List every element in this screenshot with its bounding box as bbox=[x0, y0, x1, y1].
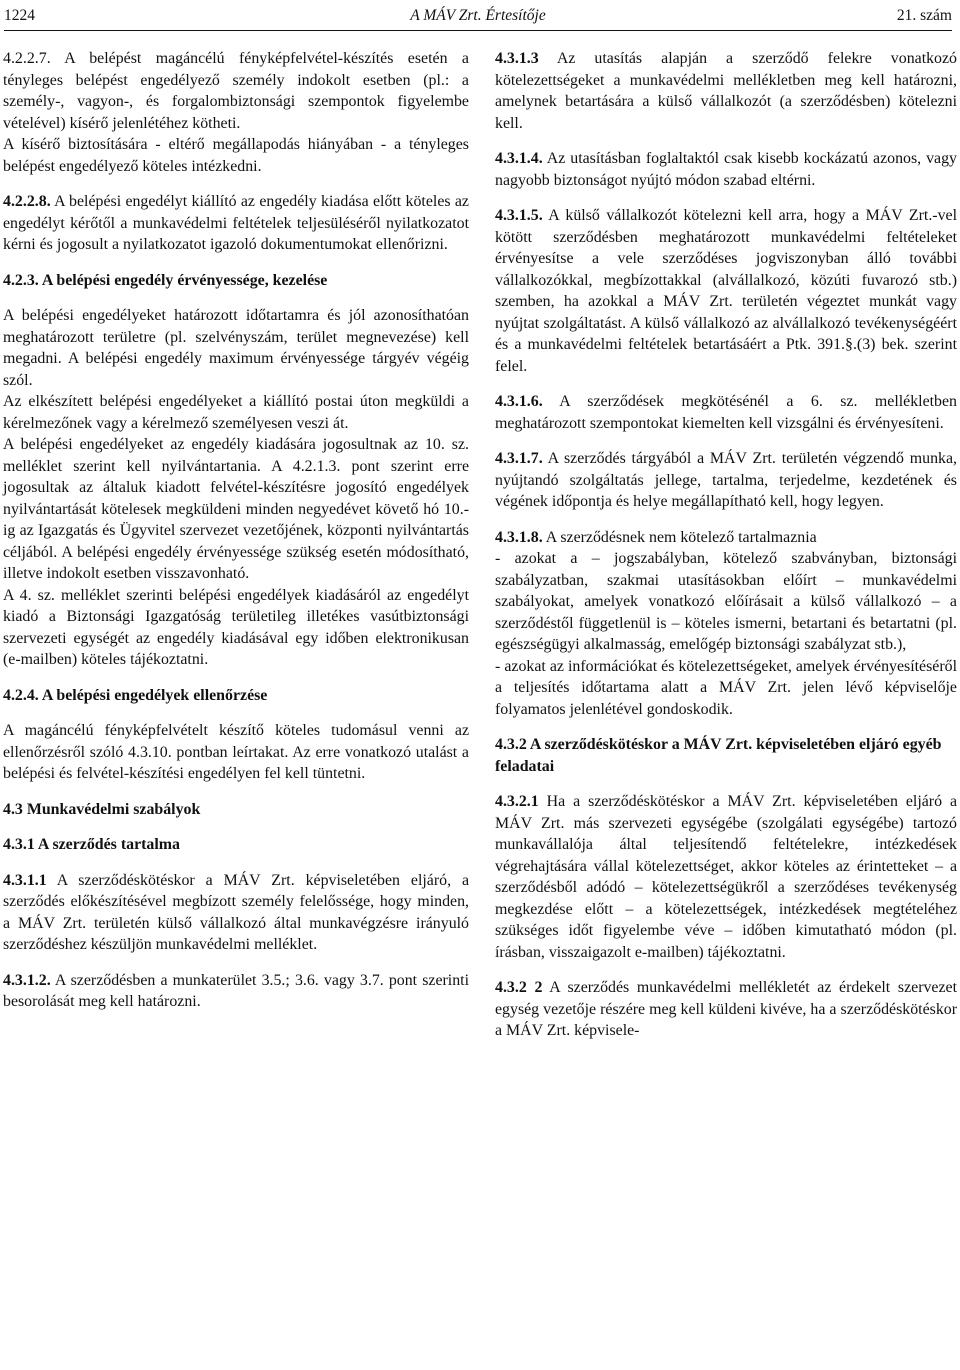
page-header bbox=[4, 6, 952, 28]
paragraph-4-3-1-2 bbox=[3, 970, 469, 1013]
paragraph-4-3-1-7 bbox=[495, 448, 957, 513]
paragraph-4-3-1-4 bbox=[495, 148, 957, 191]
journal-title: A MÁV Zrt. Értesítője bbox=[410, 7, 546, 24]
page-number: 1224 bbox=[4, 7, 35, 24]
paragraph-text: A szerződéskötéskor a MÁV Zrt. képviseletében eljáró, a szerződés előkészítésével megbízott személy felelőssége, hogy minden, a MÁV Zrt. területén külső vállalkozó által munkavégzésre irányuló szerződéshez készüljön munkavédelmi melléklet. bbox=[3, 871, 469, 953]
section-number: 4.3.1.1 bbox=[3, 871, 47, 889]
section-number: 4.3.1.5. bbox=[495, 207, 543, 224]
section-number: 4.3.1.4. bbox=[495, 150, 543, 167]
paragraph-text: A külső vállalkozót kötelezni kell arra, hogy a MÁV Zrt.-vel kötött szerződésben meghatározott munkavédelmi feltételeket érvényesítse a vele szerződéses jogviszonyban álló további vállalkozókkal, megbízottakkal (alvállalkozó, közúti fuvarozó stb.) szemben, ha azokkal a MÁV Zrt. területén végeztet munkát vagy nyújtat szolgáltatást. A külső vállalkozó az alvállalkozó tevékenységéért és a munkavédelmi feltételek betartásáért a Ptk. 391.§.(3) bek. szerint felel. bbox=[495, 207, 957, 375]
paragraph-4-3-1-6 bbox=[495, 391, 957, 434]
paragraph-4-3-1-3 bbox=[495, 48, 957, 134]
heading-4-2-4: 4.2.4. A belépési engedélyek ellenőrzése bbox=[3, 686, 268, 704]
paragraph-4-3-1-8 bbox=[495, 527, 957, 549]
section-number: 4.3.1.8. bbox=[495, 528, 543, 546]
paragraph-text: A szerződés tárgyából a MÁV Zrt. területén végzendő munka, nyújtandó szolgáltatás jellege, tartalma, terjedelme, kezdetének és végének időpontja és helye megállapítható kell, hogy legyen. bbox=[495, 450, 957, 510]
left-column bbox=[3, 48, 469, 1027]
heading-4-3-1: 4.3.1 A szerződés tartalma bbox=[3, 836, 180, 853]
paragraph-text: A szerződések megkötésénél a 6. sz. mellékletben meghatározott szempontokat kiemelten kell vizsgálni és érvényesíteni. bbox=[495, 393, 957, 432]
list-item-information: - azokat az információkat és kötelezettségeket, amelyek érvényesítéséről a teljesítés időtartama alatt a MÁV Zrt. jelen lévő képviselője folyamatos jelenlétével gondoskodik. bbox=[495, 657, 957, 718]
list-item-regulations: - azokat a – jogszabályban, kötelező szabványban, biztonsági szabályzatban, szakmai utasításokban előírt – munkavédelmi szabályokat, amelyek vonatkozó előírásait a külső vállalkozó – a szerződéstől függetlenül is – köteles ismerni, betartani és betartatni (pl. egészségügyi alkalmasság, emelőgép biztonsági szabályzat stb.), bbox=[495, 550, 957, 653]
paragraph-notification: A 4. sz. melléklet szerinti belépési engedélyek kiadásáról az engedélyt kiadó a Biztonsági Igazgatóság területileg illetékes vasútbiztonsági szervezeti egységét az engedély kiadásával egy időben elektronikusan (e-mailben) köteles tájékoztatni. bbox=[3, 586, 469, 668]
section-number: 4.3.1.2. bbox=[3, 971, 51, 989]
paragraph-escort: A kísérő biztosítására - eltérő megállapodás hiányában - a tényleges belépést engedélyező köteles intézkedni. bbox=[3, 136, 469, 175]
paragraph-text: Az utasításban foglaltaktól csak kisebb kockázatú azonos, vagy nagyobb biztonságot nyújtó módon szabad eltérni. bbox=[495, 150, 957, 189]
paragraph-4-3-2-1 bbox=[495, 791, 957, 963]
section-number: 4.3.2.1 bbox=[495, 793, 539, 810]
paragraph-text: A szerződésnek nem kötelező tartalmaznia bbox=[542, 528, 817, 546]
section-number: 4.3.1.6. bbox=[495, 393, 543, 410]
paragraph-inspection: A magáncélú fényképfelvételt készítő köteles tudomásul venni az ellenőrzésről szóló 4.3.10. pontban leírtakat. Az erre vonatkozó utalást a belépési és felvétel-készítési engedélyen fel kell tüntetni. bbox=[3, 722, 469, 782]
section-number: 4.3.1.3 bbox=[495, 50, 539, 67]
right-column bbox=[495, 48, 957, 1056]
paragraph-4-2-2-7: 4.2.2.7. A belépést magáncélú fényképfelvétel-készítés esetén a tényleges belépést engedélyező személy indokolt esetben (pl.: a személy-, vagyon-, és forgalombiztonsági szempontok figyelembe vételével) kísérő jelenlétéhez kötheti. bbox=[3, 50, 469, 132]
paragraph-text: A szerződés munkavédelmi mellékletét az érdekelt szervezet egység vezetője részére meg kell küldeni kivéve, ha a szerződéskötéskor a MÁV Zrt. képvisele- bbox=[495, 979, 957, 1039]
heading-4-3-2: 4.3.2 A szerződéskötéskor a MÁV Zrt. képviseletében eljáró egyéb feladatai bbox=[495, 736, 942, 775]
paragraph-4-3-2-2 bbox=[495, 977, 957, 1042]
section-number: 4.3.1.7. bbox=[495, 450, 543, 467]
section-number: 4.2.2.8. bbox=[3, 193, 51, 210]
paragraph-text: Az utasítás alapján a szerződő felekre vonatkozó kötelezettségeket a munkavédelmi mellékletben meg kell határozni, amelynek betartására a külső vállalkozót (a szerződésben) kötelezni kell. bbox=[495, 50, 957, 132]
header-rule bbox=[4, 30, 952, 31]
paragraph-text: A szerződésben a munkaterület 3.5.; 3.6. vagy 3.7. pont szerinti besorolását meg kell határozni. bbox=[3, 971, 469, 1010]
paragraph-4-3-1-1 bbox=[3, 870, 469, 956]
paragraph-registry: A belépési engedélyeket az engedély kiadására jogosultnak az 10. sz. melléklet szerint kell nyilvántartania. A 4.2.1.3. pont szerint erre jogosultak az általuk kiadott felvétel-készítésre jogosító engedélyek nyilvántartását kötelesek megküldeni minden negyedévet követő hó 10.-ig az Igazgatás és Ügyvitel szervezet vezetőjének, központi nyilvántartás céljából. A belépési engedély érvényessége szükség esetén módosítható, illetve indokolt esetben visszavonható. bbox=[3, 436, 469, 582]
paragraph-text: Ha a szerződéskötéskor a MÁV Zrt. képviseletében eljáró a MÁV Zrt. más szervezeti egységébe (szolgálati egységébe) tartozó munkavállalója által teljesítendő feltételekre, intézkedések végrehajtására vállal kötelezettséget, akkor köteles az érintetteket – a szerződésből adódó – kötelezettségükről a szerződéses tevékenység megkezdése előtt – a kötelezettségek, intézkedések megtételéhez szükséges időt figyelembe véve – időben kimutatható módon (pl. írásban, visszaigazolt e-mailben) tájékoztatni. bbox=[495, 793, 957, 961]
paragraph-4-2-2-8 bbox=[3, 191, 469, 256]
paragraph-text: A belépési engedélyt kiállító az engedély kiadása előtt köteles az engedélyt kérőtől a munkavédelmi feltételek teljesüléséről nyilatkozatot kérni és jogosult a nyilatkozatot igazoló dokumentumokat ellenőrizni. bbox=[3, 193, 469, 253]
paragraph-4-3-1-5 bbox=[495, 205, 957, 377]
paragraph-delivery: Az elkészített belépési engedélyeket a kiállító postai úton megküldi a kérelmezőnek vagy a kérelmező személyesen veszi át. bbox=[3, 393, 469, 432]
paragraph-validity: A belépési engedélyeket határozott időtartamra és jól azonosíthatóan meghatározott területre (pl. szelvényszám, terület megnevezése) kell megadni. A belépési engedély maximum érvényessége tárgyév végéig szól. bbox=[3, 307, 469, 389]
section-number: 4.3.2 2 bbox=[495, 979, 543, 996]
issue-number: 21. szám bbox=[896, 7, 952, 24]
heading-4-3: 4.3 Munkavédelmi szabályok bbox=[3, 800, 201, 818]
heading-4-2-3: 4.2.3. A belépési engedély érvényessége, kezelése bbox=[3, 271, 328, 289]
